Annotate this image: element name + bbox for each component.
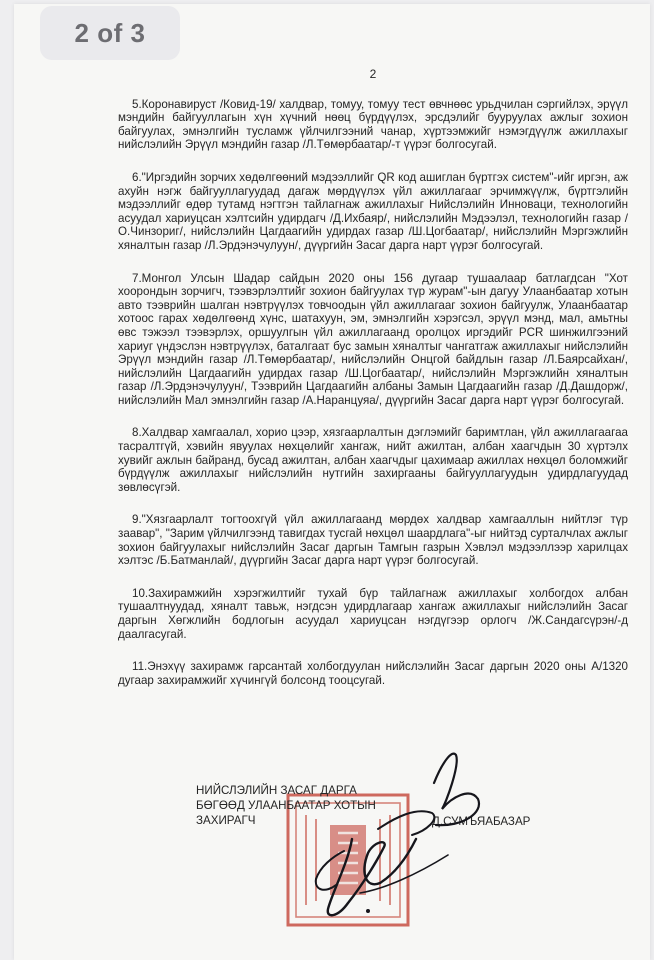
paragraph-8: 8.Халдвар хамгаалал, хорио цээр, хязгаарлалтын дэглэмийг баримтлан, үйл ажиллагаагаа тасралтгүй, хэвийн явуулах нөхцөлийг хангаж, нийт ажилтан, албан хаагчдын 30 хүртэлх хувийг ажлын байранд, бусад ажилтан, албан хаагчдыг цахимаар ажиллах нөхцөл боломжийг бүрдүүлж ажиллахыг нийслэлийн нутгийн захиргааны байгууллагуудын удирдлагуудад зөвлөсүгэй. (118, 426, 628, 494)
signature-block (196, 783, 616, 933)
signatory-name: Д.СУМЪЯАБАЗАР (432, 815, 531, 828)
paragraph-11: 11.Энэхүү захирамж гарсантай холбогдуулан нийслэлийн Засаг даргын 2020 оны А/1320 дугаар захирамжийг хүчингүй болсонд тооцсугай. (118, 660, 628, 687)
document-body (118, 68, 628, 706)
paragraph-7: 7.Монгол Улсын Шадар сайдын 2020 оны 156 дугаар тушаалаар батлагдсан "Хот хоорондын зорчигч, тээвэрлэлтийг зохион байгуулах түр журам"-ын дагуу Улаанбаатар хотын авто тээврийн шалган нэвтрүүлэх товчоодын үйл ажиллагааг зохион байгуулж, Улаанбаатар хотоос гарах хөдөлгөөнд хүнс, шатахуун, эм, эмнэлгийн хэрэгсэл, эрүүл мэнд, мал, амьтны өвс тэжээл тээвэрлэх, оршуулгын үйл ажиллагаанд оролцох иргэдийг PCR шинжилгээний хариуг үндэслэн нэвтрүүлэх, баталгаат бус замын хяналтыг чангатгаж ажиллахыг нийслэлийн Эрүүл мэндийн газар /Л.Төмөрбаатар/, нийслэлийн Онцгой байдлын газар /Л.Баярсайхан/, нийслэлийн Цагдаагийн удирдах газар /Ш.Цогбаатар/, нийслэлийн Мэргэжлийн хяналтын газар /Л.Эрдэнэчулуун/, Тээврийн Цагдаагийн албаны Замын Цагдаагийн газар /Д.Дашдорж/, нийслэлийн Мал эмнэлгийн газар /А.Наранцуяа/, дүүргийн Засаг дарга нарт үүрэг болгосугай. (118, 271, 628, 407)
paragraph-5: 5.Коронавируст /Ковид-19/ халдвар, томуу, томуу тест өвчнөөс урьдчилан сэргийлэх, эрүүл мэндийн байгууллагын хүн хүчний нөөц бүрдүүлэх, эрсдэлийг бууруулах ажлыг зохион байгуулах, эмнэлгийн тусламж үйлчилгээний чанар, хүртээмжийг нэмэгдүүлж ажиллахыг нийслэлийн Эрүүл мэндийн газар /Л.Төмөрбаатар/-т үүрэг болгосугай. (118, 97, 628, 152)
handwritten-signature (256, 743, 506, 933)
paragraph-9: 9."Хязгаарлалт тогтоохгүй үйл ажиллагаанд мөрдөх халдвар хамгааллын нийтлэг түр заавар", "Зарим үйлчилгээнд тавигдах тусгай нөхцөл шаардлага"-ыг нийтэд сурталчлах ажлыг зохион байгуулахыг нийслэлийн Засаг даргын Тамгын газрын Хэвлэл мэдээллээр харилцах хэлтэс /Б.Батманлай/, дүүргийн Засаг дарга нарт үүрэг болгосугай. (118, 513, 628, 568)
page-number: 2 (369, 67, 377, 81)
paragraph-6: 6."Иргэдийн зорчих хөдөлгөөний мэдээллийг QR код ашиглан бүртгэх систем"-ийг иргэн, аж ахуйн нэгж байгууллагуудад дагаж мөрдүүлэх үйл ажиллагааг эрчимжүүлж, бүртгэлийн мэдээллийг өдөр тутамд нэгтгэн тайлагнаж ажиллахыг Нийслэлийн Инноваци, технологийн асуудал хариуцсан хэлтсийн удирдагч /Д.Ихбаяр/, нийслэлийн Мэдээлэл, технологийн газар /О.Чинзориг/, нийслэлийн Цагдаагийн удирдах газар /Ш.Цогбаатар/, нийслэлийн Мэргэжлийн хяналтын газар /Л.Эрдэнэчулуун/, дүүргийн Засаг дарга нарт үүрэг болгосугай. (118, 170, 628, 252)
signatory-title-line-1: НИЙСЛЭЛИЙН ЗАСАГ ДАРГА (196, 784, 357, 797)
page-counter-badge: 2 of 3 (40, 6, 180, 60)
signatory-title-line-3: ЗАХИРАГЧ (196, 814, 256, 827)
signatory-title-line-2: БӨГӨӨД УЛААНБААТАР ХОТЫН (196, 799, 376, 812)
paragraph-10: 10.Захирамжийн хэрэгжилтийг тухай бүр тайлагнаж ажиллахыг холбогдох албан тушаалтнуудад, хяналт тавьж, нэгдсэн удирдлагаар хангаж ажиллахыг нийслэлийн Засаг даргын Хөгжлийн бодлогын асуудал хариуцсан нэгдүгээр орлогч /Ж.Сандагсүрэн/-д даалгасугай. (118, 586, 628, 641)
